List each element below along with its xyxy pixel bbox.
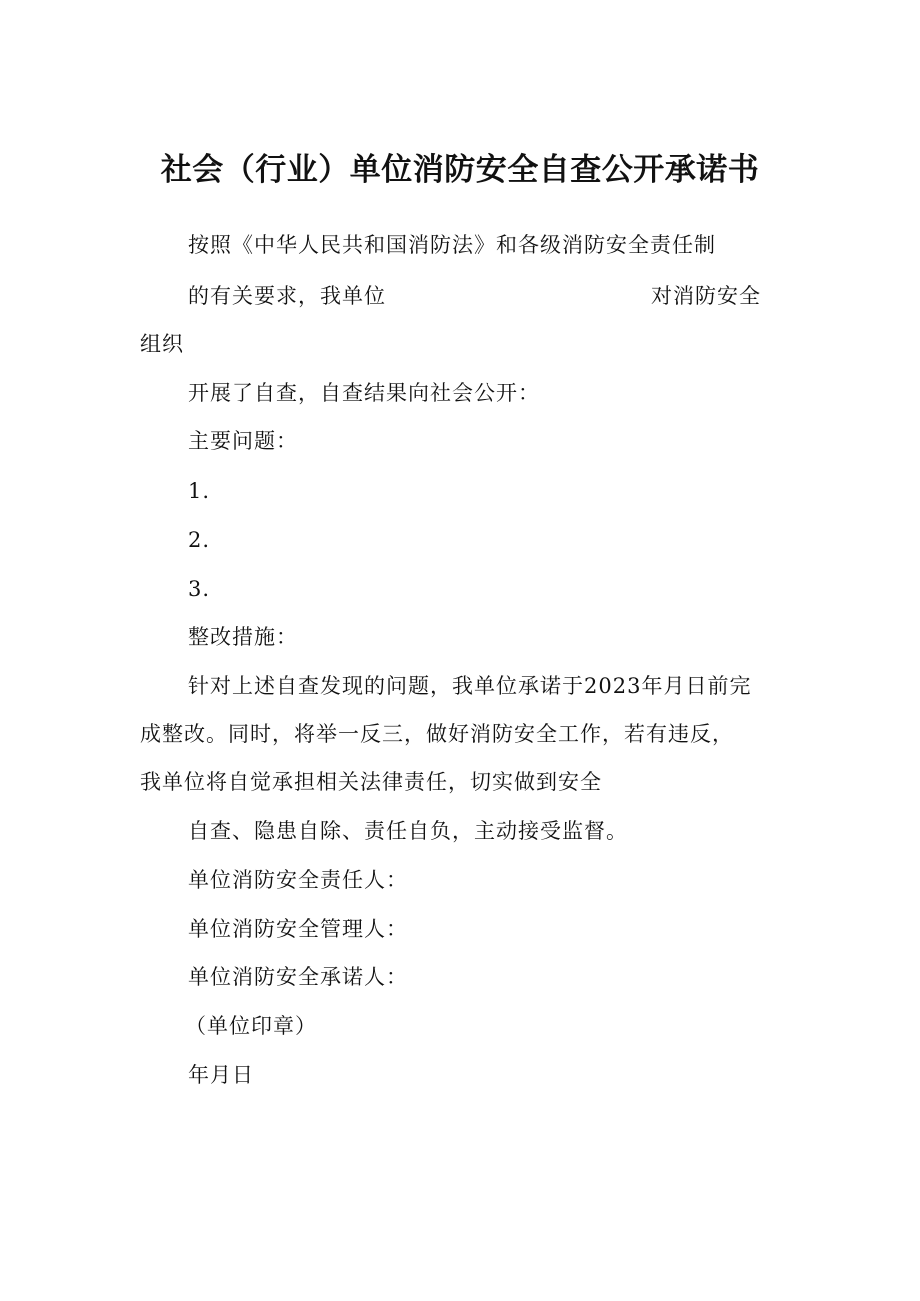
page-title: 社会（行业）单位消防安全自查公开承诺书	[160, 152, 760, 188]
commitment-line-4: 自查、隐患自除、责任自负，主动接受监督。	[188, 819, 628, 843]
promisor-field: 单位消防安全承诺人：	[188, 965, 408, 989]
problem-item-3: 3.	[188, 577, 211, 601]
commitment-line-1: 针对上述自查发现的问题，我单位承诺于2023年月日前完	[188, 674, 752, 698]
seal-placeholder: （单位印章）	[185, 1014, 317, 1038]
commitment-line-3: 我单位将自觉承担相关法律责任，切实做到安全	[140, 770, 602, 794]
measures-heading: 整改措施：	[188, 625, 298, 649]
intro-line-2-left: 的有关要求，我单位	[188, 284, 386, 308]
intro-line-2-right: 对消防安全	[651, 284, 761, 308]
problems-heading: 主要问题：	[188, 429, 298, 453]
responsible-person-field: 单位消防安全责任人：	[188, 868, 408, 892]
commitment-line-2: 成整改。同时，将举一反三，做好消防安全工作，若有违反，	[140, 722, 734, 746]
intro-line-4: 开展了自查，自查结果向社会公开：	[188, 381, 540, 405]
intro-line-1: 按照《中华人民共和国消防法》和各级消防安全责任制	[188, 233, 716, 257]
problem-item-2: 2.	[188, 528, 211, 552]
date-field: 年月日	[188, 1063, 254, 1087]
problem-item-1: 1.	[188, 479, 211, 503]
manager-field: 单位消防安全管理人：	[188, 917, 408, 941]
intro-line-3: 组织	[140, 332, 184, 356]
